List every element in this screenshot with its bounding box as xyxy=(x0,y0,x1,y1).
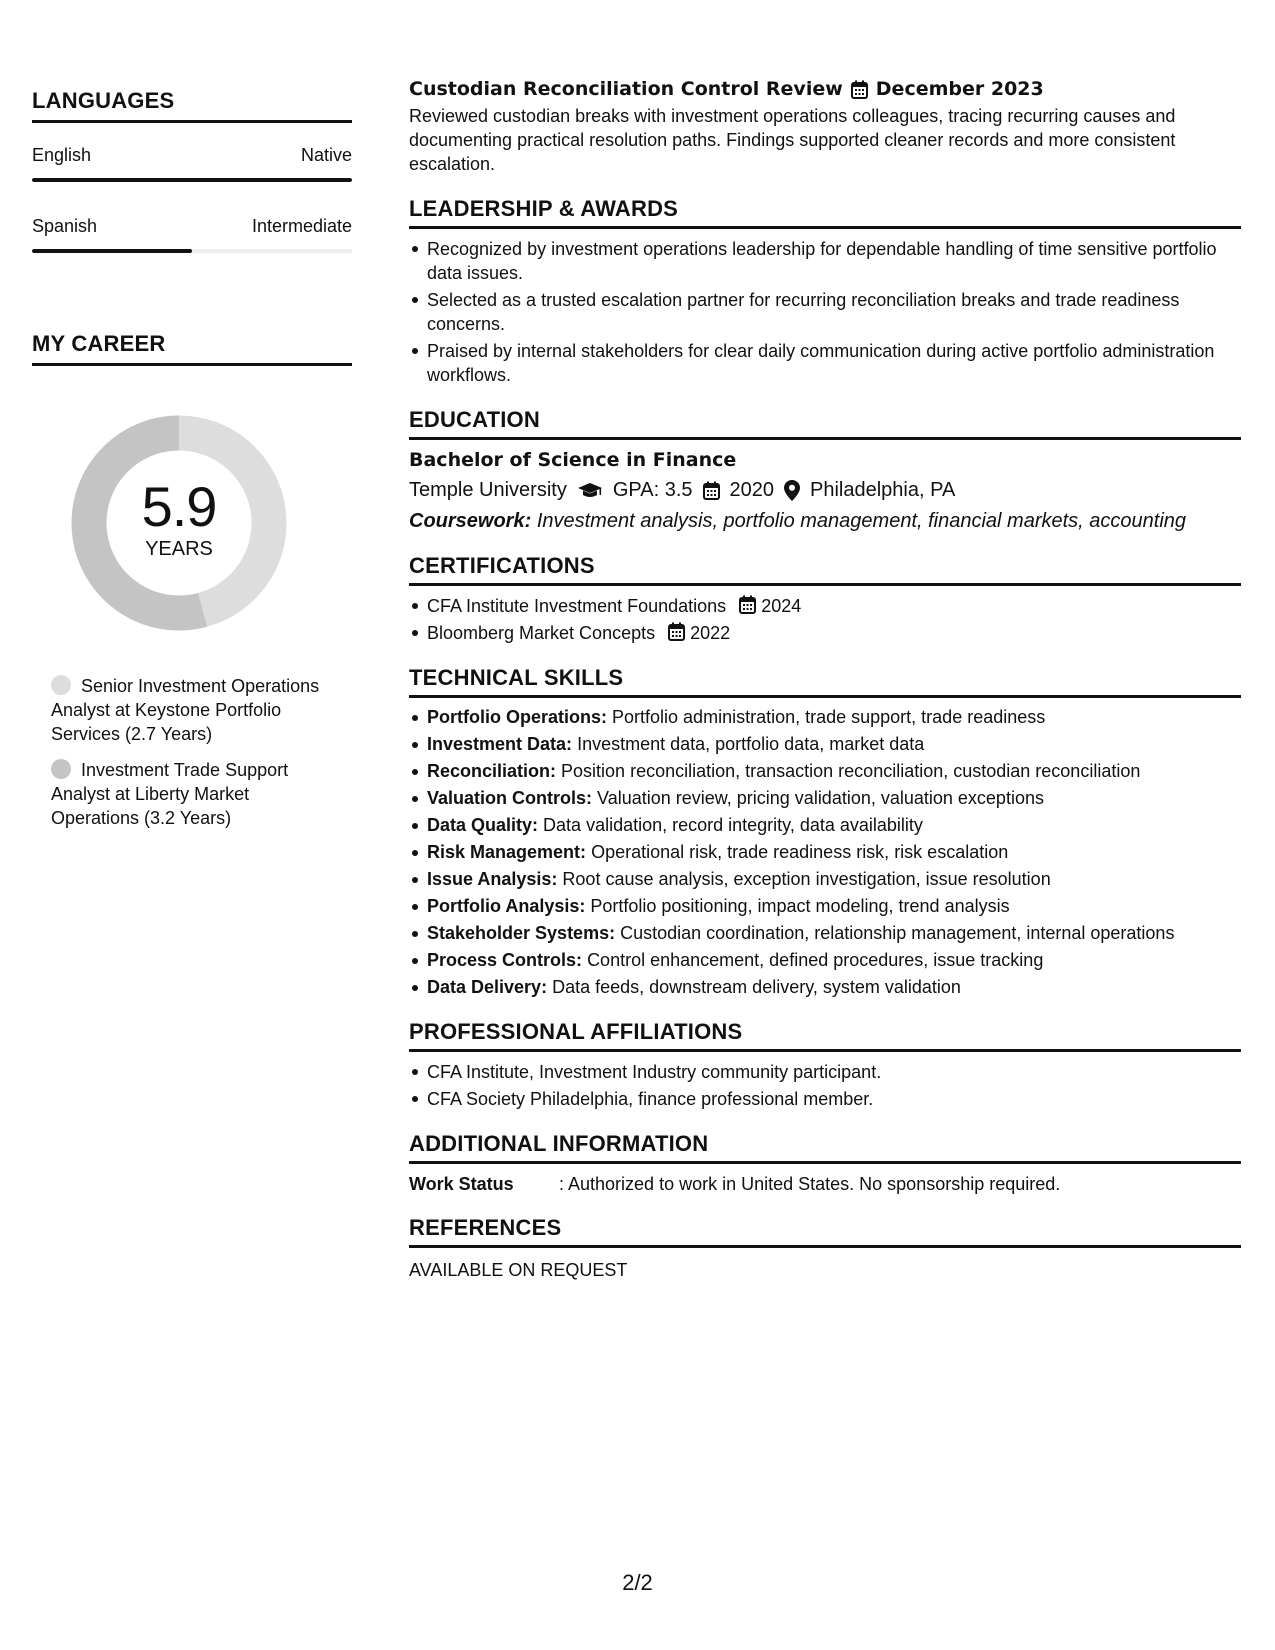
career-years-value: 5.9 xyxy=(141,474,217,538)
skill-label: Data Delivery: xyxy=(427,977,548,997)
right-column xyxy=(409,78,1241,1281)
language-proficiency-bar xyxy=(32,249,352,253)
skill-label: Issue Analysis: xyxy=(427,869,558,889)
skill-item xyxy=(409,706,1241,729)
affiliations-list xyxy=(409,1060,1241,1111)
career-donut-chart xyxy=(66,410,292,636)
career-heading: MY CAREER xyxy=(32,331,352,366)
project-title: Custodian Reconciliation Control Review xyxy=(409,78,843,100)
certification-year: 2024 xyxy=(761,596,802,616)
additional-heading: ADDITIONAL INFORMATION xyxy=(409,1131,1241,1164)
certifications-heading: CERTIFICATIONS xyxy=(409,553,1241,586)
skill-text: Operational risk, trade readiness risk, risk escalation xyxy=(591,842,1009,862)
skill-label: Risk Management: xyxy=(427,842,587,862)
leadership-list xyxy=(409,237,1241,387)
education-coursework xyxy=(409,510,1241,533)
skills-heading: TECHNICAL SKILLS xyxy=(409,665,1241,698)
languages-heading: LANGUAGES xyxy=(32,88,352,123)
skill-item xyxy=(409,976,1241,999)
career-years-unit: YEARS xyxy=(145,537,213,560)
project-header xyxy=(409,78,1241,100)
education-school: Temple University xyxy=(409,479,567,501)
work-status-value: : Authorized to work in United States. No sponsorship required. xyxy=(559,1174,1061,1194)
skill-item xyxy=(409,922,1241,945)
skill-label: Investment Data: xyxy=(427,734,573,754)
leadership-heading: LEADERSHIP & AWARDS xyxy=(409,196,1241,229)
education-degree: Bachelor of Science in Finance xyxy=(409,449,737,471)
skill-label: Data Quality: xyxy=(427,815,539,835)
page-number: 2/2 xyxy=(622,1570,653,1595)
graduation-cap-icon xyxy=(577,482,603,500)
skill-text: Root cause analysis, exception investigation, issue resolution xyxy=(562,869,1051,889)
references-heading: REFERENCES xyxy=(409,1215,1241,1248)
coursework-label: Coursework: xyxy=(409,510,532,532)
certifications-list xyxy=(409,594,1241,645)
skill-label: Valuation Controls: xyxy=(427,788,593,808)
certification-name: CFA Institute Investment Foundations xyxy=(427,596,727,616)
career-item xyxy=(51,758,331,830)
language-proficiency-fill xyxy=(32,178,352,182)
legend-dot-icon xyxy=(51,759,71,779)
skill-label: Reconciliation: xyxy=(427,761,557,781)
calendar-icon xyxy=(851,80,868,99)
skill-item xyxy=(409,868,1241,891)
skill-item xyxy=(409,841,1241,864)
skill-text: Custodian coordination, relationship management, internal operations xyxy=(620,923,1175,943)
education-heading: EDUCATION xyxy=(409,407,1241,440)
education-gpa: GPA: 3.5 xyxy=(612,479,693,501)
career-item-label: Investment Trade Support Analyst at Liberty Market Operations (3.2 Years) xyxy=(51,760,289,828)
list-item: CFA Society Philadelphia, finance professional member. xyxy=(409,1087,1241,1111)
list-item xyxy=(409,594,1241,618)
skill-text: Data feeds, downstream delivery, system validation xyxy=(552,977,961,997)
left-column xyxy=(32,88,352,842)
skill-item xyxy=(409,895,1241,918)
affiliations-heading: PROFESSIONAL AFFILIATIONS xyxy=(409,1019,1241,1052)
calendar-icon xyxy=(703,481,720,500)
certification-name: Bloomberg Market Concepts xyxy=(427,623,656,643)
skill-text: Portfolio administration, trade support, trade readiness xyxy=(612,707,1046,727)
list-item: Recognized by investment operations leadership for dependable handling of time sensitive portfolio data issues. xyxy=(409,237,1241,285)
list-item: CFA Institute, Investment Industry community participant. xyxy=(409,1060,1241,1084)
project-date: December 2023 xyxy=(875,78,1044,100)
work-status-row xyxy=(409,1174,1241,1195)
language-level: Native xyxy=(300,145,352,165)
list-item: Selected as a trusted escalation partner for recurring reconciliation breaks and trade readiness concerns. xyxy=(409,288,1241,336)
skill-text: Investment data, portfolio data, market data xyxy=(577,734,925,754)
skill-text: Position reconciliation, transaction reconciliation, custodian reconciliation xyxy=(561,761,1141,781)
project-description: Reviewed custodian breaks with investment operations colleagues, tracing recurring causes and documenting practical resolution paths. Findings supported cleaner records and more consistent escalation. xyxy=(409,106,1176,174)
skill-text: Valuation review, pricing validation, valuation exceptions xyxy=(597,788,1044,808)
language-english xyxy=(32,145,352,182)
skill-item xyxy=(409,787,1241,810)
skill-item xyxy=(409,760,1241,783)
language-name: Spanish xyxy=(32,216,98,236)
references-text: AVAILABLE ON REQUEST xyxy=(409,1260,628,1280)
career-item xyxy=(51,674,331,746)
calendar-icon xyxy=(668,622,685,641)
list-item xyxy=(409,621,1241,645)
skill-label: Portfolio Operations: xyxy=(427,707,607,727)
calendar-icon xyxy=(739,595,756,614)
skill-text: Data validation, record integrity, data availability xyxy=(543,815,923,835)
work-status-label: Work Status xyxy=(409,1174,514,1194)
language-level: Intermediate xyxy=(251,216,352,236)
certification-year: 2022 xyxy=(690,623,731,643)
education-meta xyxy=(409,479,1241,502)
skill-text: Portfolio positioning, impact modeling, trend analysis xyxy=(590,896,1010,916)
education-location: Philadelphia, PA xyxy=(810,479,956,501)
language-proficiency-fill xyxy=(32,249,192,253)
career-legend xyxy=(51,674,331,830)
skill-item xyxy=(409,949,1241,972)
legend-dot-icon xyxy=(51,675,71,695)
language-proficiency-bar xyxy=(32,178,352,182)
skills-list xyxy=(409,706,1241,999)
skill-label: Portfolio Analysis: xyxy=(427,896,586,916)
map-pin-icon xyxy=(784,480,800,501)
skill-label: Stakeholder Systems: xyxy=(427,923,616,943)
education-year: 2020 xyxy=(729,479,774,501)
skill-label: Process Controls: xyxy=(427,950,583,970)
coursework-text: Investment analysis, portfolio management, financial markets, accounting xyxy=(536,510,1187,532)
language-spanish xyxy=(32,216,352,253)
skill-item xyxy=(409,733,1241,756)
skill-item xyxy=(409,814,1241,837)
career-item-label: Senior Investment Operations Analyst at Keystone Portfolio Services (2.7 Years) xyxy=(51,676,320,744)
list-item: Praised by internal stakeholders for clear daily communication during active portfolio administration workflows. xyxy=(409,339,1241,387)
skill-text: Control enhancement, defined procedures, issue tracking xyxy=(587,950,1044,970)
language-name: English xyxy=(32,145,92,165)
